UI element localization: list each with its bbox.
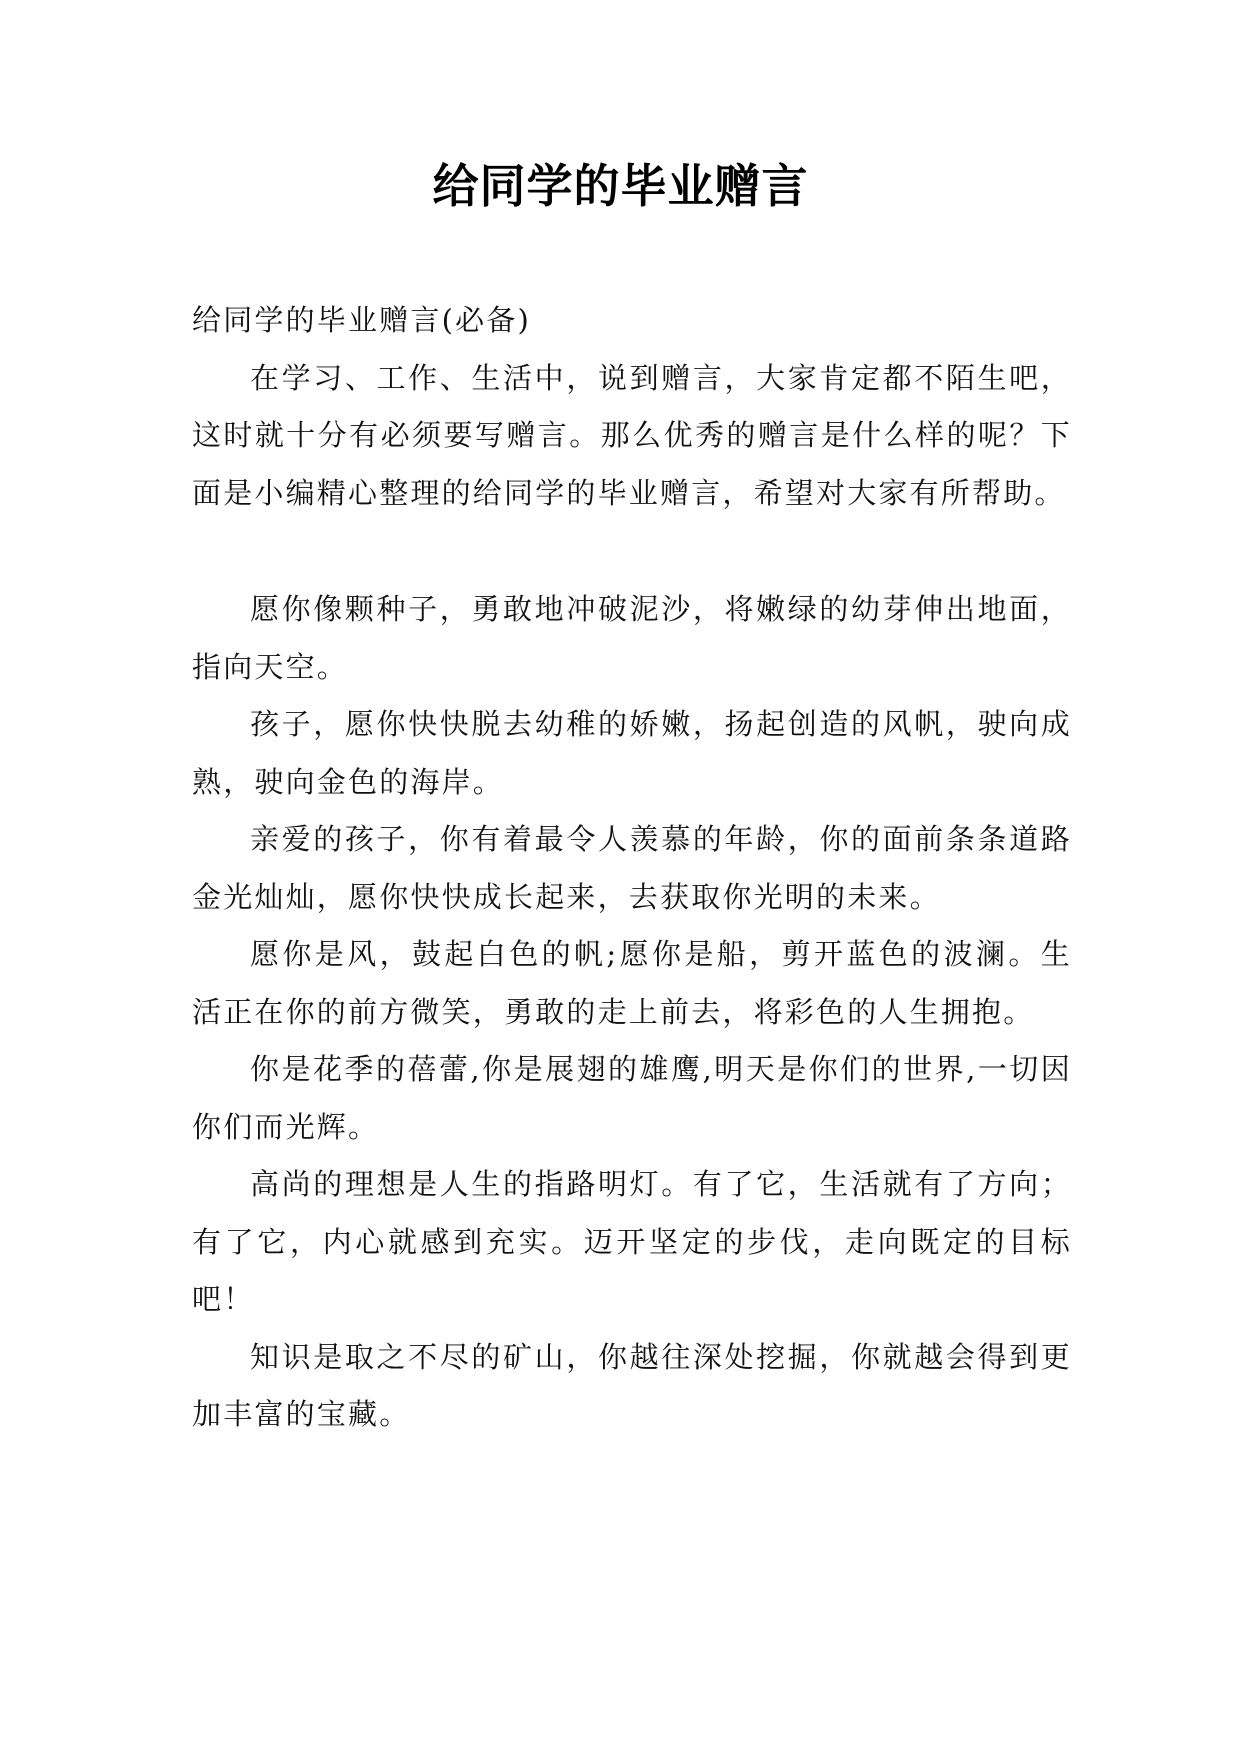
document-title: 给同学的毕业赠言: [432, 159, 809, 213]
blessing-paragraph: 你是花季的蓓蕾,你是展翅的雄鹰,明天是你们的世界,一切因你们而光辉。: [192, 1052, 1072, 1144]
blessing-paragraph: 知识是取之不尽的矿山，你越往深处挖掘，你就越会得到更加丰富的宝藏。: [192, 1339, 1072, 1431]
blessing-paragraph: 孩子，愿你快快脱去幼稚的娇嫩，扬起创造的风帆，驶向成熟，驶向金色的海岸。: [192, 707, 1072, 799]
blessing-paragraph: 愿你像颗种子，勇敢地冲破泥沙，将嫩绿的幼芽伸出地面，指向天空。: [192, 592, 1072, 684]
document-subtitle: 给同学的毕业赠言(必备): [192, 303, 532, 337]
document-body: [192, 292, 1072, 1444]
paragraph-spacer: [192, 522, 1072, 581]
intro-paragraph: 在学习、工作、生活中，说到赠言，大家肯定都不陌生吧，这时就十分有必须要写赠言。那么优秀的赠言是什么样的呢？下面是小编精心整理的给同学的毕业赠言，希望对大家有所帮助。: [192, 360, 1072, 510]
blessing-paragraph: 愿你是风，鼓起白色的帆;愿你是船，剪开蓝色的波澜。生活正在你的前方微笑，勇敢的走上前去，将彩色的人生拥抱。: [192, 937, 1072, 1029]
blessing-paragraph: 亲爱的孩子，你有着最令人羡慕的年龄，你的面前条条道路金光灿灿，愿你快快成长起来，去获取你光明的未来。: [192, 822, 1072, 914]
blessing-paragraph: 高尚的理想是人生的指路明灯。有了它，生活就有了方向；有了它，内心就感到充实。迈开坚定的步伐，走向既定的目标吧！: [192, 1167, 1072, 1316]
